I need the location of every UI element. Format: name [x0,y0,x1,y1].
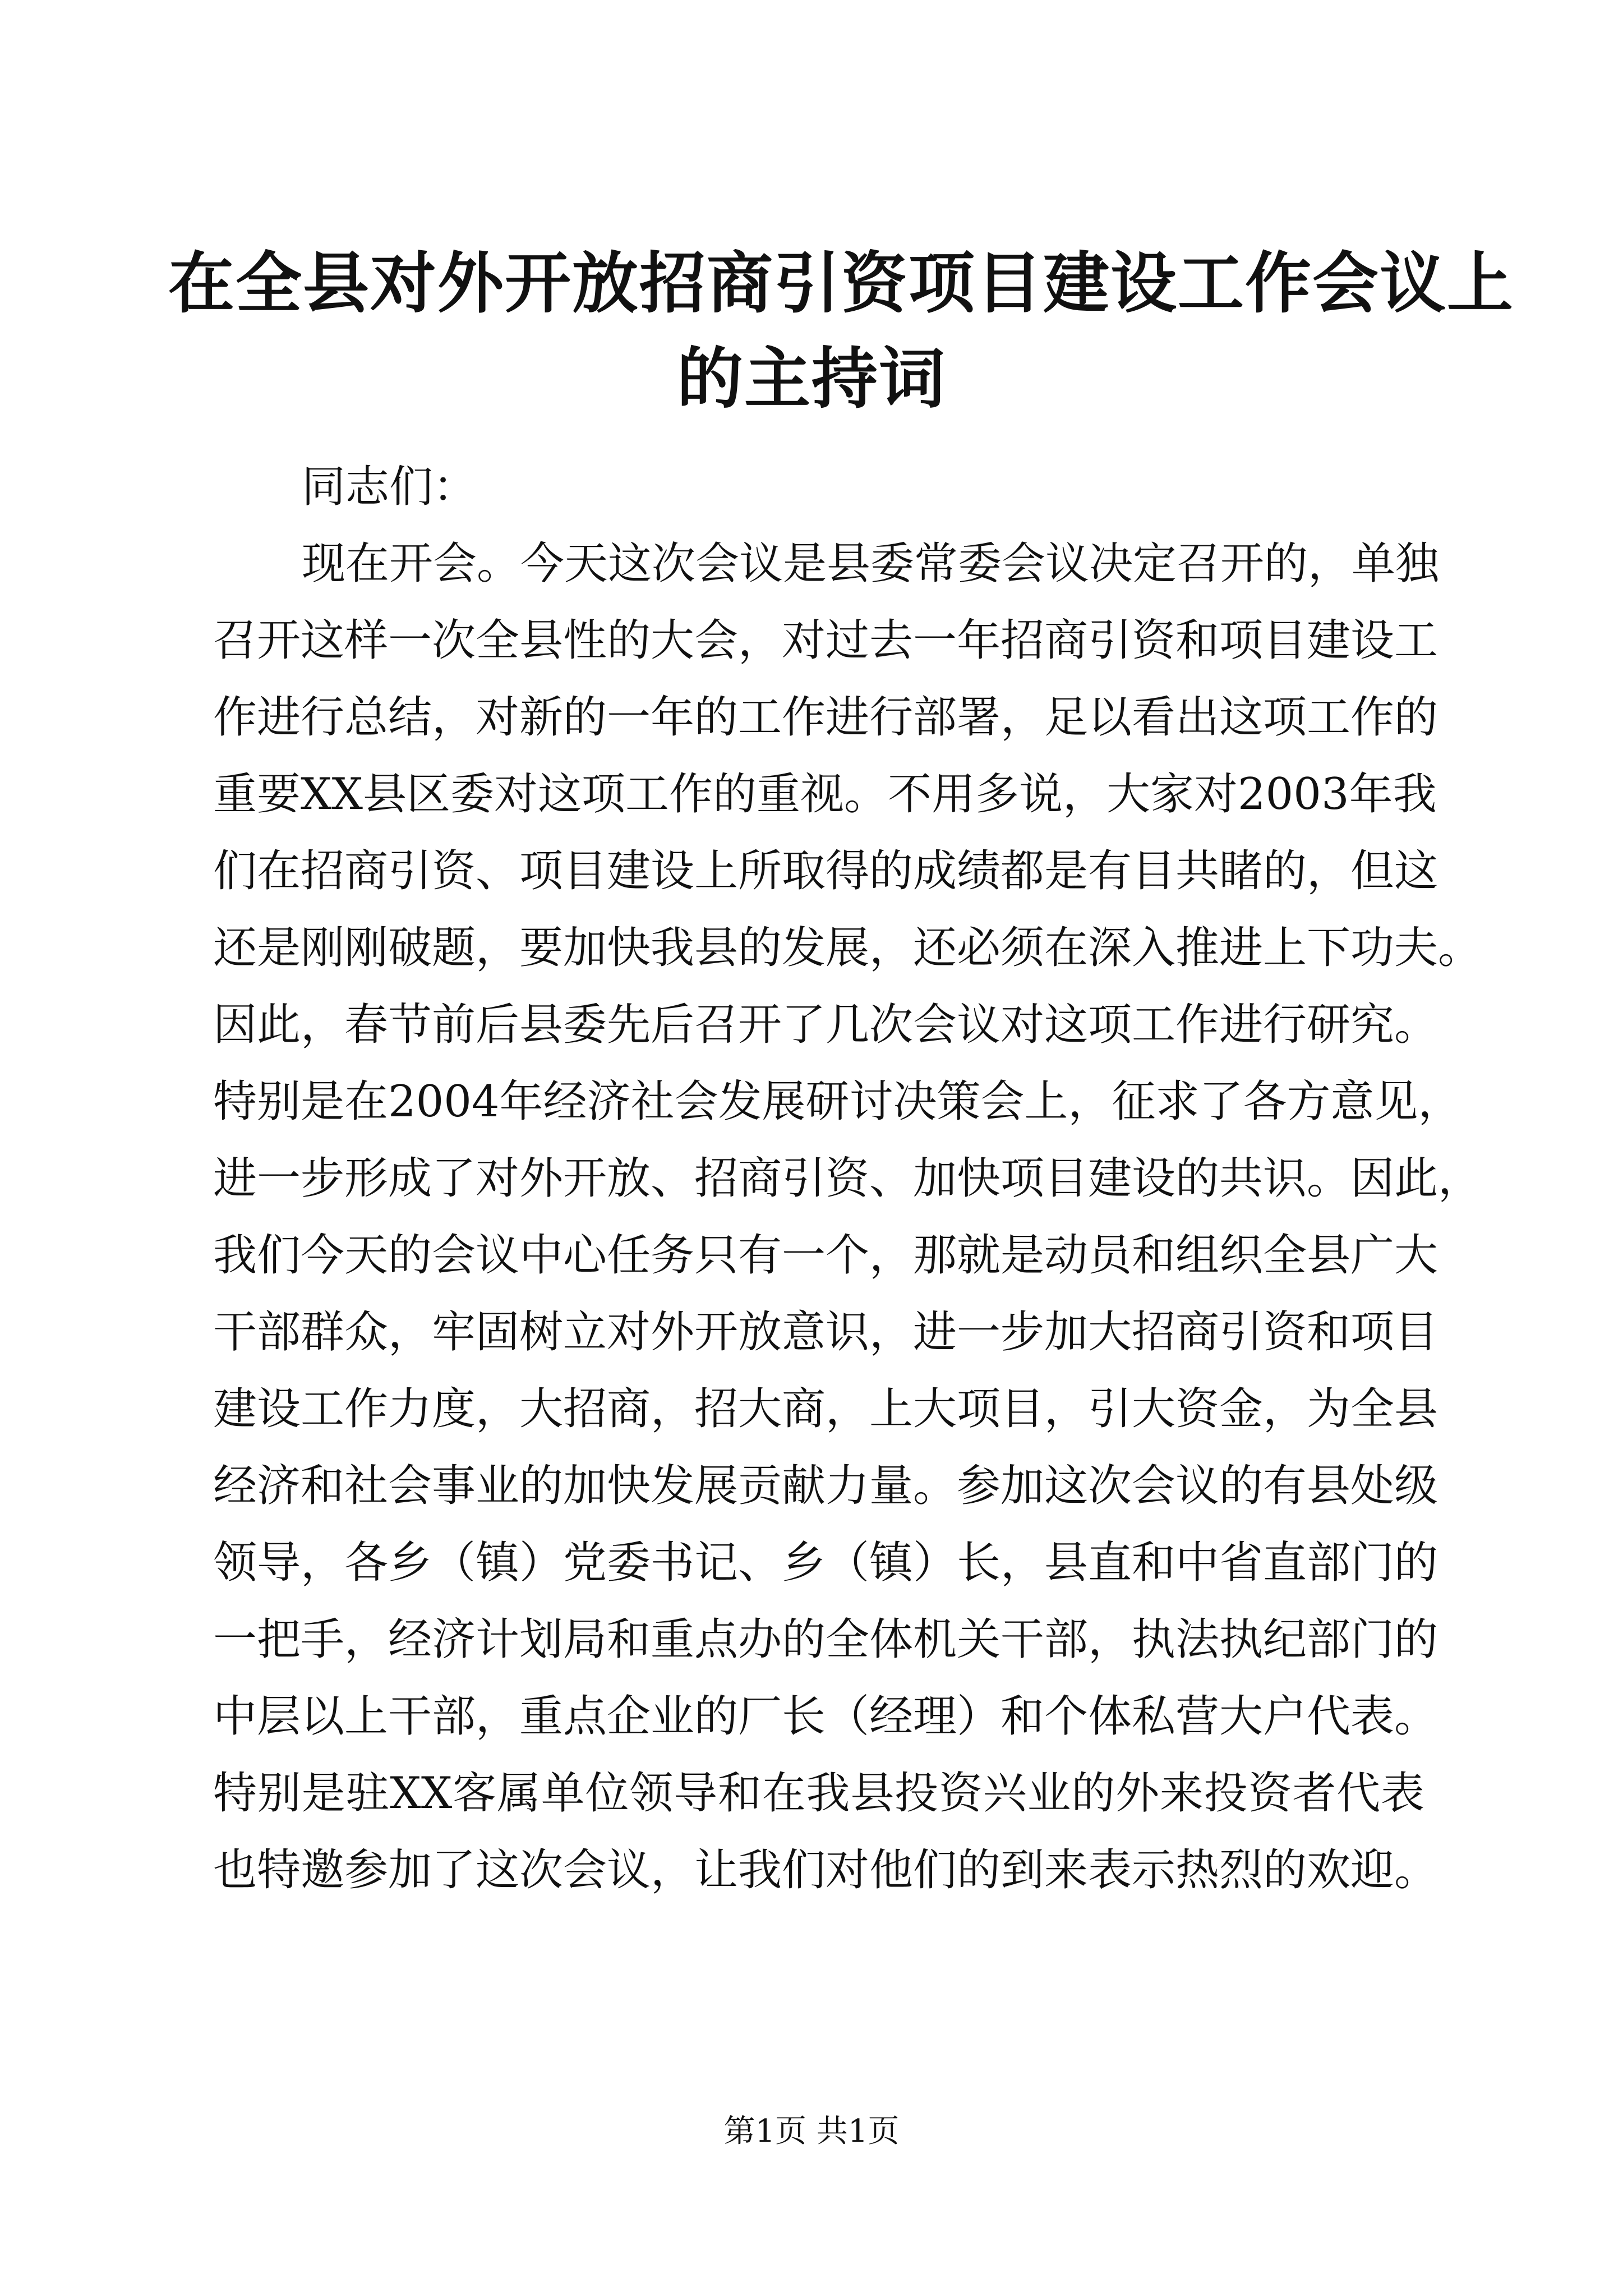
paragraph-line: 特别是驻XX客属单位领导和在我县投资兴业的外来投资者代表 [213,1768,1424,1819]
paragraph-line: 因此，春节前后县委先后召开了几次会议对这项工作进行研究。 [213,1000,1438,1050]
paragraph-line: 召开这样一次全县性的大会，对过去一年招商引资和项目建设工 [213,615,1438,666]
paragraph-line: 特别是在2004年经济社会发展研讨决策会上，征求了各方意见， [213,1076,1462,1127]
paragraph-line: 现在开会。今天这次会议是县委常委会议决定召开的，单独 [302,539,1440,589]
document-title [168,236,1515,426]
paragraph-line: 还是刚刚破题，要加快我县的发展，还必须在深入推进上下功夫。 [213,923,1482,973]
title-line-1: 在全县对外开放招商引资项目建设工作会议上 [168,244,1515,322]
paragraph-line: 干部群众，牢固树立对外开放意识，进一步加大招商引资和项目 [213,1307,1438,1358]
document-body [213,449,1482,1909]
paragraph-line: 建设工作力度，大招商，招大商，上大项目，引大资金，为全县 [213,1384,1438,1434]
paragraph-line: 一把手，经济计划局和重点办的全体机关干部，执法执纪部门的 [213,1614,1438,1665]
paragraph-line: 中层以上干部，重点企业的厂长（经理）和个体私营大户代表。 [213,1691,1438,1742]
title-line-2: 的主持词 [676,339,946,417]
salutation: 同志们： [302,462,477,512]
paragraph-line: 重要XX县区委对这项工作的重视。不用多说，大家对2003年我 [213,769,1437,820]
paragraph-line: 们在招商引资、项目建设上所取得的成绩都是有目共睹的，但这 [213,846,1438,896]
paragraph-line: 进一步形成了对外开放、招商引资、加快项目建设的共识。因此， [213,1153,1482,1204]
paragraph-line: 作进行总结，对新的一年的工作进行部署，足以看出这项工作的 [213,692,1438,743]
paragraph-line: 领导，各乡（镇）党委书记、乡（镇）长，县直和中省直部门的 [213,1538,1438,1588]
paragraph-line: 经济和社会事业的加快发展贡献力量。参加这次会议的有县处级 [213,1461,1438,1511]
paragraph-line: 我们今天的会议中心任务只有一个，那就是动员和组织全县广大 [213,1230,1438,1281]
paragraph-line: 也特邀参加了这次会议，让我们对他们的到来表示热烈的欢迎。 [213,1845,1438,1895]
page-footer: 第1页 共1页 [723,2113,900,2150]
